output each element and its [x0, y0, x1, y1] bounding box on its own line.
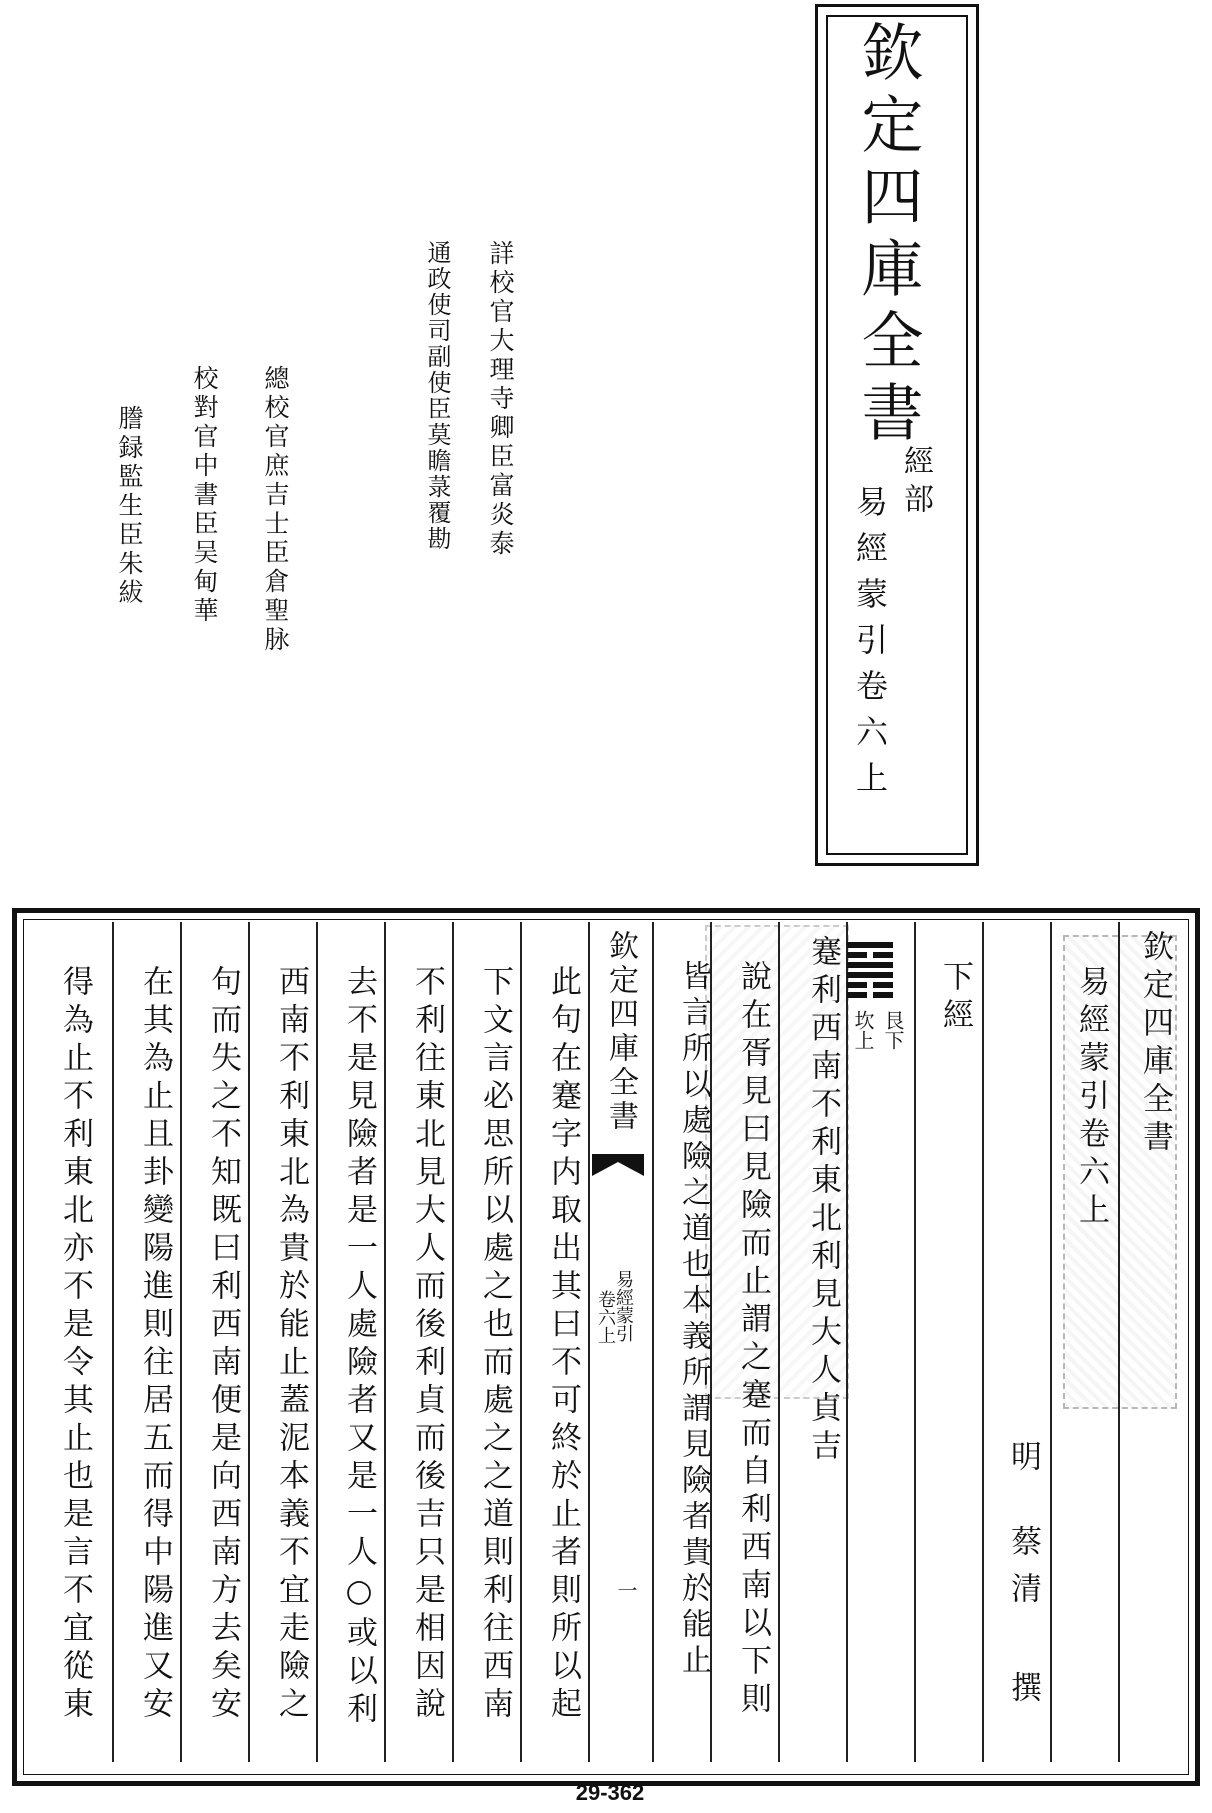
official-line: 詳校官大理寺卿臣富炎泰 [486, 240, 515, 559]
hexagram-upper-label: 坎上 [851, 1010, 875, 1050]
author-dynasty: 明 [1005, 1440, 1041, 1478]
column-divider [982, 922, 984, 1762]
author-name: 蔡清 撰 [1005, 1525, 1041, 1718]
category-label: 經部 [898, 445, 933, 521]
book-title: 易經蒙引卷六上 [1073, 965, 1109, 1231]
text-column: 句而失之不知既曰利西南便是向西南方去矣安 [205, 965, 241, 1725]
text-column: 西南不利東北為貴於能止蓋泥本義不宜走險之 [273, 965, 309, 1725]
fishtail-mark [590, 1152, 646, 1178]
page-number: 29-362 [575, 1780, 645, 1805]
text-column: 不利往東北見大人而後利貞而後吉只是相因說 [409, 965, 445, 1725]
column-divider [652, 922, 654, 1762]
text-column: 在其為止且卦變陽進則往居五而得中陽進又安 [137, 965, 173, 1725]
text-column: 下文言必思所以處之也而處之之道則利往西南 [477, 965, 513, 1725]
center-volume: 卷六上 [595, 1290, 616, 1344]
official-line: 謄録監生臣朱紱 [115, 405, 144, 608]
text-column: 去不是見險者是一人處險者又是一人○或以利 [341, 965, 377, 1730]
center-title: 易經蒙引 [613, 1270, 634, 1342]
hexagram-lower-label: 艮下 [881, 1010, 905, 1050]
text-column: 皆言所以處險之道也本義所謂見險者貴於能止 [676, 960, 711, 1680]
official-line: 校對官中書臣吴甸華 [190, 365, 219, 626]
text-column: 得為止不利東北亦不是令其止也是言不宜從東 [57, 965, 93, 1725]
volume-title: 易經蒙引卷六上 [851, 485, 889, 807]
column-divider [914, 922, 916, 1762]
center-header: 欽定四庫全書 [603, 930, 638, 1134]
text-column: 蹇利西南不利東北利見大人貞吉 [805, 935, 841, 1467]
text-column: 此句在蹇字内取出其曰不可終於止者則所以起 [545, 965, 581, 1725]
page-header: 欽定四庫全書 [1137, 930, 1173, 1158]
section-title: 下經 [937, 960, 973, 1036]
collection-title: 欽定四庫全書 [851, 20, 924, 452]
column-divider [112, 922, 114, 1762]
text-column: 說在胥見曰見險而止謂之蹇而自利西南以下則 [735, 960, 771, 1720]
center-page: 一 [614, 1580, 638, 1600]
official-line: 總校官庶吉士臣倉聖脉 [261, 365, 290, 655]
official-line: 通政使司副使臣莫瞻菉覆勘 [423, 240, 451, 552]
